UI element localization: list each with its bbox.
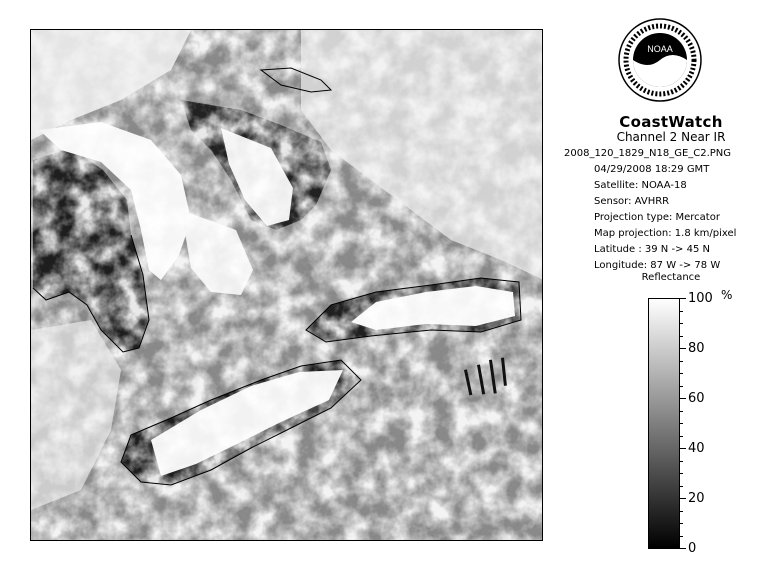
colorbar-minor-tick (680, 436, 683, 437)
latitude-range: Latitude : 39 N -> 45 N (594, 244, 710, 255)
channel-label: Channel 2 Near IR (616, 130, 726, 144)
colorbar-minor-tick (680, 511, 683, 512)
colorbar-minor-tick (680, 386, 683, 387)
info-panel (560, 0, 782, 572)
colorbar-title: Reflectance (641, 272, 701, 283)
map-projection: Map projection: 1.8 km/pixel (594, 228, 737, 239)
colorbar-minor-tick (680, 536, 683, 537)
date-time: 04/29/2008 18:29 GMT (594, 164, 710, 175)
brand-title: CoastWatch (619, 113, 723, 131)
colorbar-minor-tick (680, 361, 683, 362)
noaa-logo (618, 18, 702, 102)
colorbar-tick-mark (680, 398, 686, 399)
colorbar-tick-mark (680, 348, 686, 349)
colorbar-minor-tick (680, 323, 683, 324)
colorbar-minor-tick (680, 336, 683, 337)
colorbar-minor-tick (680, 311, 683, 312)
satellite-label: Satellite: NOAA-18 (594, 180, 687, 191)
colorbar-minor-tick (680, 461, 683, 462)
sensor-label: Sensor: AVHRR (594, 196, 670, 207)
colorbar-tick-mark (680, 548, 686, 549)
colorbar-unit: % (721, 288, 733, 302)
colorbar-tick-mark (680, 448, 686, 449)
colorbar-minor-tick (680, 473, 683, 474)
noaa-logo-text: NOAA (647, 44, 673, 54)
colorbar-tick-label: 0 (688, 541, 697, 556)
colorbar-tick-label: 80 (688, 341, 705, 356)
satellite-image (30, 29, 543, 541)
colorbar-tick-label: 40 (688, 441, 705, 456)
file-name: 2008_120_1829_N18_GE_C2.PNG (564, 148, 732, 159)
projection-type: Projection type: Mercator (594, 212, 720, 223)
colorbar-minor-tick (680, 373, 683, 374)
colorbar-minor-tick (680, 486, 683, 487)
longitude-range: Longitude: 87 W -> 78 W (594, 260, 721, 271)
colorbar (648, 298, 680, 549)
colorbar-tick-label: 60 (688, 391, 705, 406)
colorbar-minor-tick (680, 423, 683, 424)
colorbar-minor-tick (680, 523, 683, 524)
colorbar-minor-tick (680, 411, 683, 412)
colorbar-tick-label: 100 (688, 291, 713, 306)
colorbar-tick-mark (680, 298, 686, 299)
colorbar-tick-mark (680, 498, 686, 499)
colorbar-tick-label: 20 (688, 491, 705, 506)
